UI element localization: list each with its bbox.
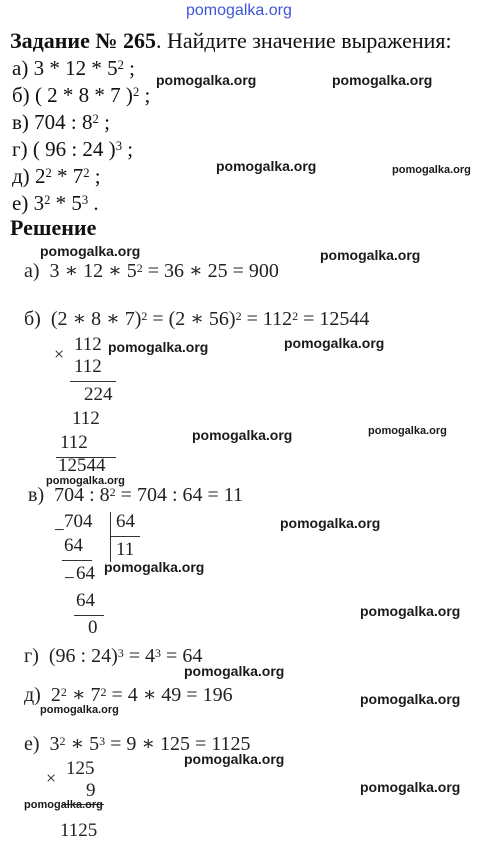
item-label: а) (12, 56, 29, 80)
task-item-v (12, 110, 110, 135)
watermark-text: pomogalka.org (184, 751, 285, 767)
solution-label: г) (24, 645, 39, 667)
watermark-text: pomogalka.org (360, 779, 461, 795)
div-v-rem: 0 (88, 617, 98, 638)
mult-e-b: 9 (86, 780, 96, 801)
watermark-text: pomogalka.org (184, 663, 285, 679)
watermark-text: pomogalka.org (320, 247, 421, 263)
watermark-text: pomogalka.org (360, 691, 461, 707)
div-v-s2: 64 (76, 590, 95, 611)
watermark-text: pomogalka.org (332, 72, 433, 88)
solution-label: б) (24, 308, 41, 330)
div-v-divisor: 64 (116, 511, 135, 532)
task-item-d (12, 164, 101, 189)
watermark-text: pomogalka.org (156, 72, 257, 88)
solution-b (24, 306, 369, 331)
item-expr: $3 * 12 * 5^2$ ; (33, 56, 135, 80)
mult-e-sign: × (46, 768, 57, 788)
solution-expr: (96 : $24)^3 = 4^3 = 64$ (48, 645, 203, 667)
item-expr: 704 : $8^2$ ; (34, 110, 110, 134)
watermark-text: pomogalka.org (368, 425, 447, 437)
div-v-r1: 64 (76, 563, 95, 584)
solution-expr: 3 ∗ 12 ∗ $5^2 = 36$ ∗ 25 = 900 (49, 260, 279, 282)
mult-b-line1 (70, 381, 116, 382)
solution-expr: $2^2$ ∗ $7^2 = 4$ ∗ 49 = 196 (50, 684, 233, 706)
watermark-text: pomogalka.org (40, 243, 141, 259)
item-label: д) (12, 164, 30, 188)
watermark-text: pomogalka.org (284, 335, 385, 351)
task-item-g (12, 137, 133, 162)
watermark-text: pomogalka.org (392, 164, 471, 176)
watermark-text: pomogalka.org (192, 427, 293, 443)
mult-b-a: 112 (74, 334, 102, 355)
solution-label: д) (24, 684, 41, 706)
item-label: в) (12, 110, 29, 134)
div-v-dividend: 704 (64, 511, 93, 532)
item-expr: ( 2 * 8 * 7 )$^2$ ; (34, 83, 151, 107)
item-label: б) (12, 83, 30, 107)
solution-label: в) (28, 484, 45, 506)
mult-e-a: 125 (66, 758, 95, 779)
watermark-text: pomogalka.org (360, 603, 461, 619)
task-label: Задание № 265 (10, 28, 156, 53)
item-expr: ( 96 : 24 )$^3$ ; (32, 137, 134, 161)
watermark-top: pomogalka.org (186, 2, 292, 19)
task-header (10, 28, 452, 54)
item-label: е) (12, 191, 29, 215)
div-v-minus1: − (54, 520, 65, 541)
mult-e-result: 1125 (60, 820, 98, 841)
div-v-minus2: − (64, 568, 75, 589)
mult-b-p1: 224 (84, 384, 113, 405)
solution-expr: $3^2$ ∗ $5^3 = 9$ ∗ 125 = 1125 (49, 733, 251, 755)
watermark-text: pomogalka.org (280, 515, 381, 531)
item-label: г) (12, 137, 28, 161)
div-v-s1: 64 (64, 535, 83, 556)
solution-expr: 704 : $8^2 = 704$ : 64 = 11 (54, 484, 244, 506)
solution-g (24, 645, 202, 668)
solution-expr: (2 ∗ 8 ∗ 7)$^2$ = (2 ∗ $56)^2 = 112^2 = 12544$ (50, 308, 370, 330)
mult-b-p2: 112 (72, 408, 100, 429)
solution-label: е) (24, 733, 40, 755)
mult-b-b: 112 (74, 356, 102, 377)
div-v-bracket-h (110, 536, 140, 537)
solution-title: Решение (10, 215, 97, 240)
watermark-text: pomogalka.org (40, 704, 119, 716)
div-v-line1 (62, 560, 92, 561)
watermark-text: pomogalka.org (108, 339, 209, 355)
watermark-text: pomogalka.org (24, 799, 103, 811)
mult-b-p3: 112 (60, 432, 88, 453)
watermark-text: pomogalka.org (104, 559, 205, 575)
mult-b-result: 12544 (58, 455, 106, 476)
div-v-line2 (74, 615, 104, 616)
task-item-e (12, 191, 99, 216)
item-expr: $3^2 * 5^3$ . (33, 191, 99, 215)
item-expr: $2^2 * 7^2$ ; (34, 164, 101, 188)
task-item-b (12, 83, 150, 108)
solution-v (28, 484, 243, 507)
task-item-a (12, 56, 135, 81)
watermark-text: pomogalka.org (46, 475, 125, 487)
task-text: . Найдите значение выражения: (155, 28, 452, 53)
solution-label: а) (24, 260, 40, 282)
solution-a (24, 258, 279, 283)
mult-b-sign: × (54, 344, 65, 364)
div-v-quotient: 11 (116, 539, 135, 560)
watermark-text: pomogalka.org (216, 158, 317, 174)
div-v-bracket-v (110, 512, 111, 562)
